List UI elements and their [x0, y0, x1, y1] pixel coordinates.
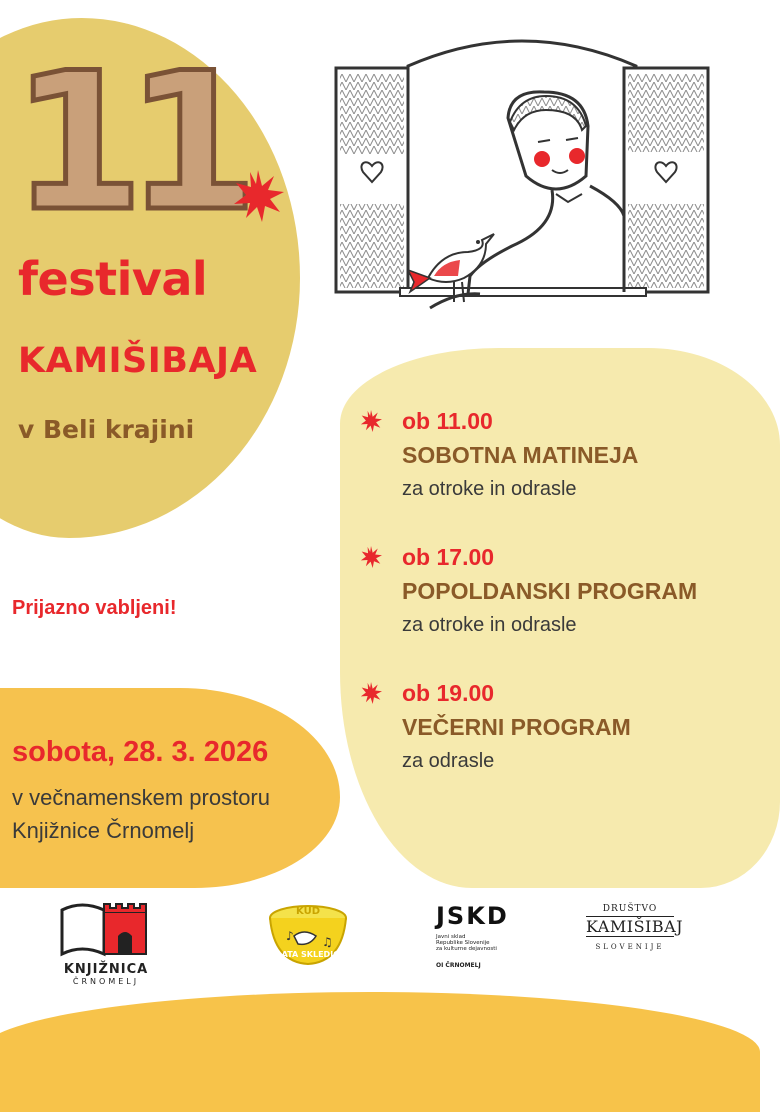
logo-drustvo — [582, 896, 684, 986]
heading-festival: festival — [18, 252, 208, 306]
logo-knjiznica — [58, 896, 154, 986]
program-audience: za otroke in odrasle — [402, 478, 577, 500]
event-date: sobota, 28. 3. 2026 — [12, 736, 269, 768]
festival-number — [11, 32, 241, 253]
program-time: ob 17.00 — [402, 544, 495, 570]
book-castle-logo — [58, 896, 154, 958]
star-burst-icon — [360, 682, 382, 704]
logo-knjiznica-line2: ČRNOMELJ — [72, 977, 140, 986]
background-blob-bottom — [0, 992, 760, 1112]
program-time: ob 11.00 — [402, 408, 493, 434]
logo-jskd-mark: JSKD — [436, 902, 509, 930]
heading-kamisibaja: KAMIŠIBAJA — [18, 341, 258, 381]
star-burst-icon — [360, 546, 382, 568]
program-time: ob 19.00 — [402, 680, 495, 706]
logo-jskd-desc1: Javni sklad — [436, 934, 466, 940]
logo-drustvo-top: DRUŠTVO — [602, 904, 658, 914]
logo-jskd — [436, 896, 526, 986]
logo-kud-line2: ZLATA SKLEDICA — [270, 950, 346, 959]
invite-text: Prijazno vabljeni! — [12, 597, 177, 619]
logo-kud — [264, 896, 354, 986]
program-title: SOBOTNA MATINEJA — [402, 442, 639, 468]
logo-drustvo-bottom: SLOVENIJE — [595, 943, 665, 951]
program-audience: za odrasle — [402, 750, 495, 772]
star-burst-icon — [232, 170, 284, 222]
logo-jskd-desc2: Republike Slovenije — [436, 940, 490, 946]
festival-number-text: 11 — [11, 32, 241, 253]
star-burst-icon — [360, 410, 382, 432]
heading-location: v Beli krajini — [18, 415, 195, 444]
logo-drustvo-main: KAMIŠIBAJ — [586, 917, 684, 936]
event-venue-line2: Knjižnice Črnomelj — [12, 818, 195, 843]
program-audience: za otroke in odrasle — [402, 614, 577, 636]
program-title: POPOLDANSKI PROGRAM — [402, 578, 698, 604]
logo-jskd-branch: OI ČRNOMELJ — [436, 962, 481, 969]
logo-kud-line1: KUD — [296, 906, 320, 917]
logo-jskd-desc3: za kulturne dejavnosti — [436, 946, 497, 952]
program-title: VEČERNI PROGRAM — [402, 714, 631, 740]
svg-text:♫: ♫ — [322, 935, 333, 949]
logo-knjiznica-line1: KNJIŽNICA — [63, 962, 149, 977]
event-venue-line1: v večnamenskem prostoru — [12, 785, 270, 810]
svg-text:♪: ♪ — [286, 929, 294, 943]
window-illustration — [330, 26, 714, 326]
